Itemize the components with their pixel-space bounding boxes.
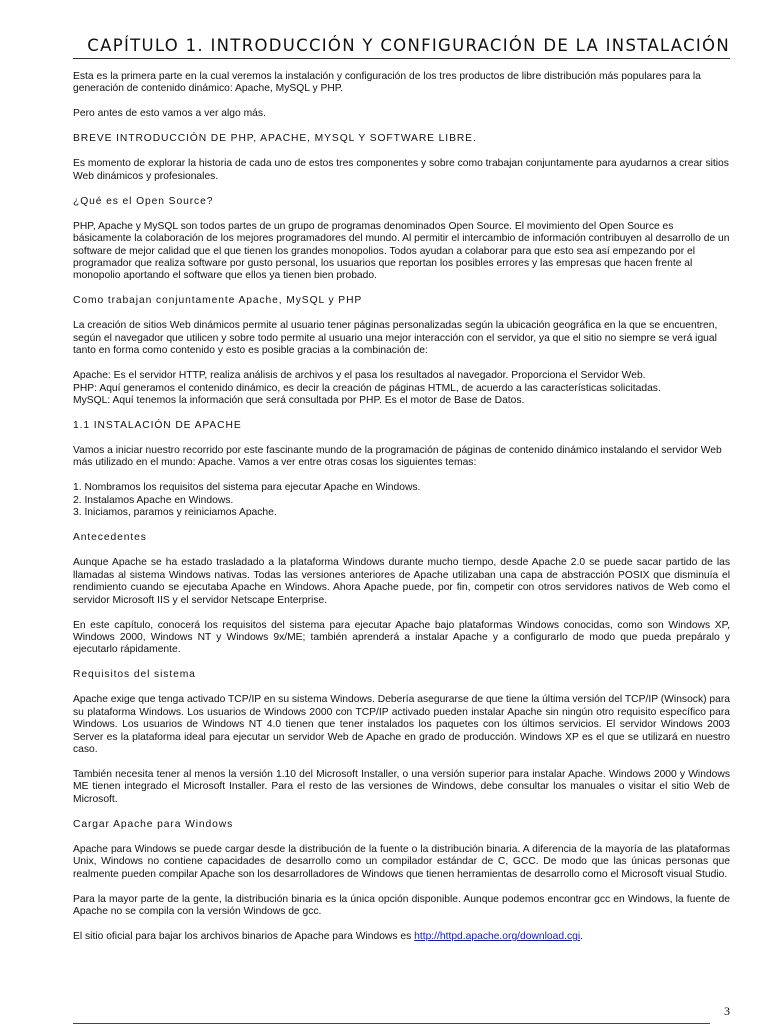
paragraph-antecedentes: Aunque Apache se ha estado trasladado a la plataforma Windows durante mucho tiempo, desde Apache 2.0 se puede sacar partido de las llamadas al sistema Windows nativas. Todas las versiones anteriores de Apache utilizaban una capa de abstracción POSIX que disminuía el rendimiento cuando se ejecutaba Apache en Windows. Ahora Apache puede, por fin, competir con otros servidores nativos de Web como el servidor Microsoft IIS y el servidor Netscape Enterprise.: [73, 557, 730, 606]
header-rule: [73, 58, 730, 59]
sitio-oficial-text: El sitio oficial para bajar los archivos binarios de Apache para Windows es: [73, 930, 415, 942]
heading-cargar-apache: Cargar Apache para Windows: [73, 818, 234, 830]
chapter-title: CAPÍTULO 1. INTRODUCCIÓN Y CONFIGURACIÓN DE LA INSTALACIÓN: [87, 36, 730, 55]
paragraph-before: Pero antes de esto vamos a ver algo más.: [73, 108, 266, 120]
paragraph-cargar: Apache para Windows se puede cargar desde la distribución de la fuente o la distribución binaria. A diferencia de la mayoría de las plataformas Unix, Windows no contiene capacidades de desarrollo como un compilador estándar de C, GCC. De modo que las únicas personas que realmente pueden compilar Apache son los desarrolladores de Windows que tienen herramientas de desarrollo como el Microsoft visual Studio.: [73, 843, 730, 880]
heading-como-trabajan: Como trabajan conjuntamente Apache, MySQL y PHP: [73, 295, 363, 307]
paragraph-capitulo: En este capítulo, conocerá los requisitos del sistema para ejecutar Apache bajo plataformas Windows conocidas, como son Windows XP, Windows 2000, Windows NT y Windows 9x/ME; también aprenderá a instalar Apache y a configurarlo de modo que pueda prepáralo y ejecutarlo rápidamente.: [73, 619, 730, 656]
heading-instalacion-apache: 1.1 INSTALACIÓN DE APACHE: [73, 420, 242, 432]
sitio-oficial-period: .: [580, 930, 584, 942]
heading-antecedentes: Antecedentes: [73, 532, 147, 544]
heading-requisitos: Requisitos del sistema: [73, 669, 196, 681]
paragraph-momento: Es momento de explorar la historia de cada uno de estos tres componentes y sobre como trabajan conjuntamente para ayudarnos a crear sitios Web dinámicos y profesionales.: [73, 158, 729, 182]
list-item: 3. Iniciamos, paramos y reiniciamos Apache.: [73, 507, 277, 519]
definition-mysql: MySQL: Aquí tenemos la información que será consultada por PHP. Es el motor de Base de Datos.: [73, 395, 525, 407]
paragraph-requisitos: Apache exige que tenga activado TCP/IP en su sistema Windows. Debería asegurarse de que tiene la última versión del TCP/IP (Winsock) para su plataforma Windows. Los usuarios de Windows 2000 con TCP/IP activado pueden instalar Apache sin ningún otro requisito específico para Windows. Los usuarios de Windows NT 4.0 tienen que tener instalados los paquetes con los últimos servicios. El servidor Windows 2003 Server es la plataforma ideal para ejecutar un servidor Web de Apache en grado de producción. Windows XP es el que se utilizará en nuestro caso.: [73, 694, 730, 755]
definition-apache: Apache: Es el servidor HTTP, realiza análisis de archivos y el pasa los resultados al navegador. Proporciona el Servidor Web.: [73, 370, 646, 382]
paragraph-intro: Esta es la primera parte en la cual veremos la instalación y configuración de los tres productos de libre distribución más populares para la generación de contenido dinámico: Apache, MySQL y PHP.: [73, 71, 701, 95]
heading-breve-introduccion: BREVE INTRODUCCIÓN DE PHP, APACHE, MYSQL Y SOFTWARE LIBRE.: [73, 133, 477, 145]
paragraph-mayor-parte: Para la mayor parte de la gente, la distribución binaria es la única opción disponible. Aunque podemos encontrar gcc en Windows, la fuente de Apache no se compila con la versión Windows de gcc.: [73, 893, 730, 917]
apache-download-link[interactable]: http://httpd.apache.org/download.cgi: [414, 930, 581, 942]
paragraph-open-source: PHP, Apache y MySQL son todos partes de un grupo de programas denominados Open Source. El movimiento del Open Source es básicamente la colaboración de los mejores programadores del mundo. Al permitir el intercambio de información contribuyen al desarrollo de un software de mejor calidad que el que tienen los grandes monopolios. Todos ayudan a colaborar para que esto sea así empezando por el programador que realiza software por gusto personal, los usuarios que reportan los posibles errores y las empresas que hacen frente al monopolio aportando el software que ellos ya tienen bien probado.: [73, 220, 730, 282]
document-body: [73, 71, 730, 956]
page-number: 3: [724, 1004, 730, 1018]
paragraph-installer: También necesita tener al menos la versión 1.10 del Microsoft Installer, o una versión superior para instalar Apache. Windows 2000 y Windows ME tienen integrado el Microsoft Installer. Para el resto de las versiones de Windows, debe consultar los manuales o visitar el sitio Web de Microsoft.: [73, 768, 730, 805]
list-item: 2. Instalamos Apache en Windows.: [73, 494, 234, 506]
paragraph-como-trabajan: La creación de sitios Web dinámicos permite al usuario tener páginas personalizadas según la ubicación geográfica en la que se encuentren, según el navegador que utilicen y sobre todo permite al usuario una mejor interacción con el servidor, ya que el sitio no siempre se verá igual tanto en forma como contenido y esto es posible gracias a la combinación de:: [73, 320, 718, 357]
heading-open-source: ¿Qué es el Open Source?: [73, 195, 214, 207]
paragraph-vamos: Vamos a iniciar nuestro recorrido por este fascinante mundo de la programación de páginas de contenido dinámico instalando el servidor Web más utilizado en el mundo: Apache. Vamos a ver entre otras cosas los siguientes temas:: [73, 445, 722, 469]
definition-php: PHP: Aquí generamos el contenido dinámico, es decir la creación de páginas HTML, de acuerdo a las características solicitadas.: [73, 382, 661, 394]
paragraph-sitio-oficial: [73, 931, 730, 943]
list-item: 1. Nombramos los requisitos del sistema para ejecutar Apache en Windows.: [73, 482, 421, 494]
